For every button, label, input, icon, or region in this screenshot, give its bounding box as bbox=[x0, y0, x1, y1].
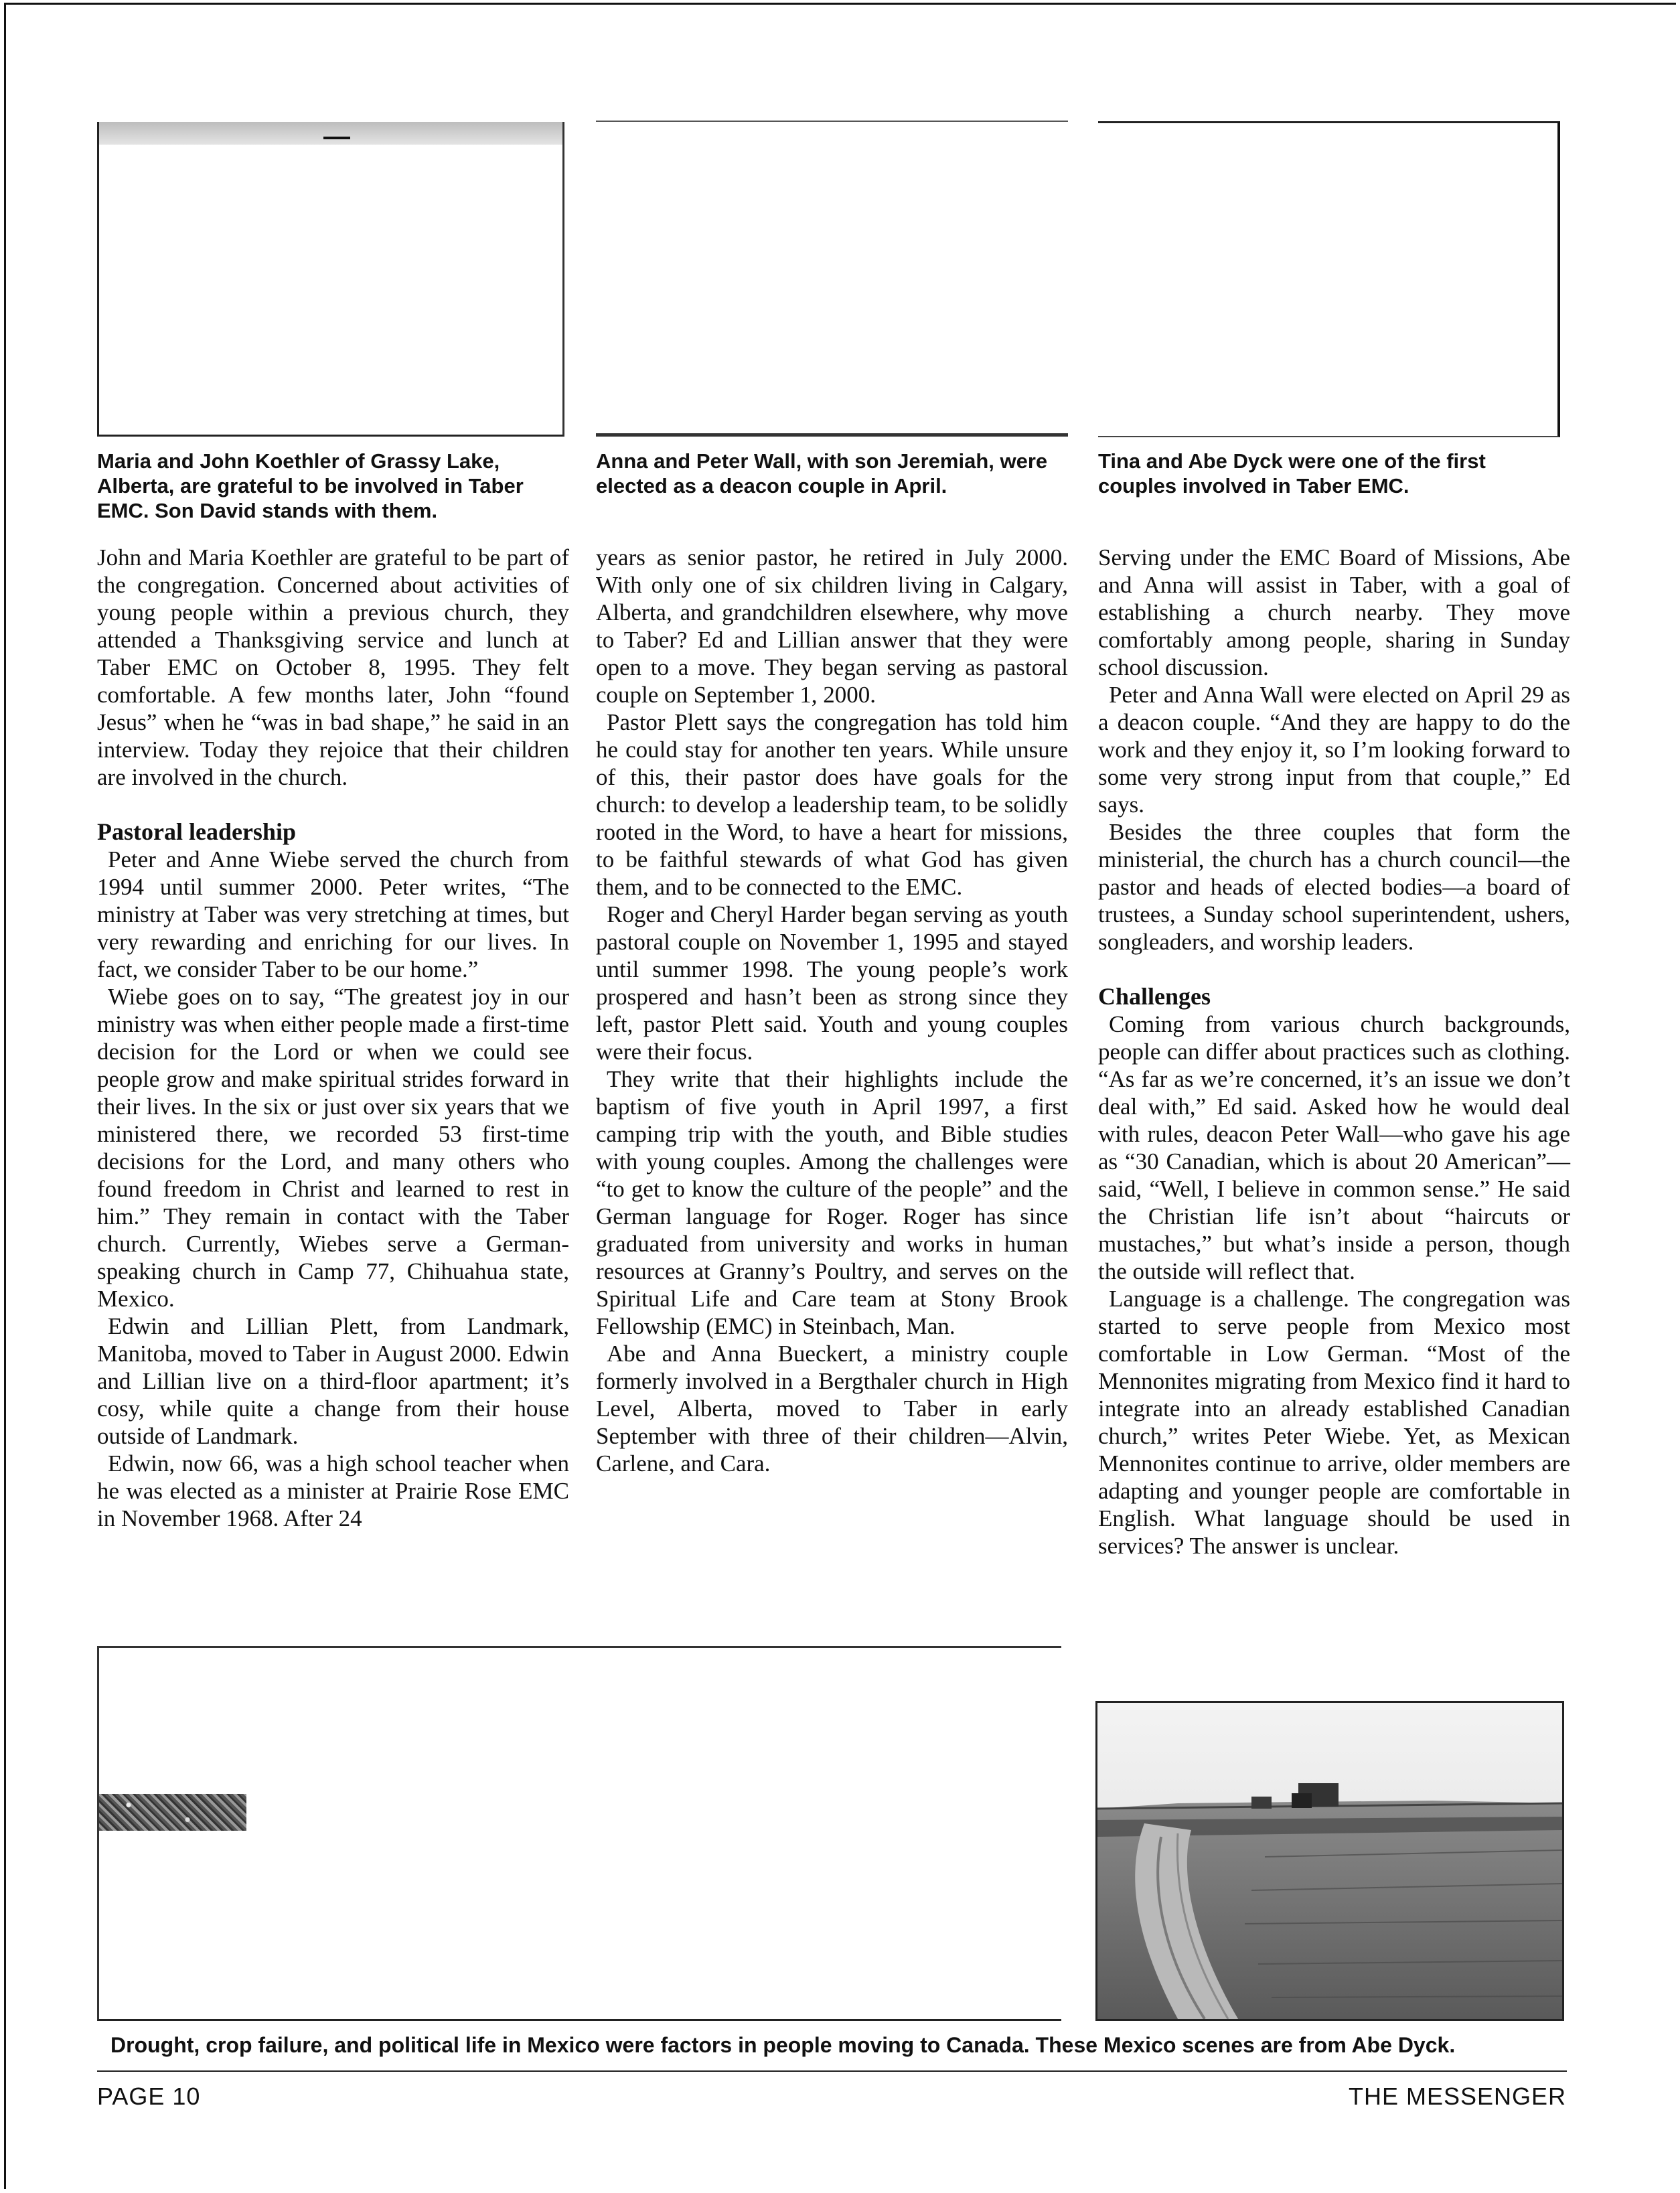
caption-koethler: Maria and John Koethler of Grassy Lake, Alberta, are grateful to be involved in Taber EMC. Son David stands with them. bbox=[97, 449, 524, 522]
article-paragraph: Besides the three couples that form the ministerial, the church has a church council—the pastor and heads of elected bodies—a board of trustees, a Sunday school superintendent, ushers, songleaders, and worship leaders. bbox=[1098, 819, 1570, 955]
photo-koethler-family bbox=[97, 122, 564, 437]
article-paragraph: They write that their highlights include the baptism of five youth in April 1997, a first camping trip with the youth, and Bible studies with young couples. Among the challenges were “to get to know the culture of the people” and the German language for Roger. Roger has since graduated from university and works in human resources at Granny’s Poultry, and serves on the Spiritual Life and Care team at Stony Brook Fellowship (EMC) in Steinbach, Man. bbox=[596, 1066, 1068, 1339]
article-paragraph: Peter and Anna Wall were elected on April 29 as a deacon couple. “And they are happy to do the work and they enjoy it, so I’m looking forward to some very strong input from that couple,” Ed says. bbox=[1098, 682, 1570, 818]
caption-mexico: Drought, crop failure, and political life in Mexico were factors in people moving to Canada. These Mexico scenes are from Abe Dyck. bbox=[110, 2033, 1456, 2057]
article-paragraph: Abe and Anna Bueckert, a ministry couple formerly involved in a Bergthaler church in High Level, Alberta, moved to Taber in early September with three of their children—Alvin, Carlene, and Cara. bbox=[596, 1341, 1068, 1477]
article-column-1 bbox=[97, 544, 569, 1532]
article-paragraph: Pastor Plett says the congregation has told him he could stay for another ten years. While unsure of this, their pastor does have goals for the church: to develop a leadership team, to be solidly rooted in the Word, to have a heart for missions, to be faithful stewards of what God has given them, and to be connected to the EMC. bbox=[596, 709, 1068, 900]
field-road-illustration bbox=[1097, 1703, 1562, 2019]
photo-dyck-couple bbox=[1098, 121, 1560, 437]
section-heading-challenges: Challenges bbox=[1098, 983, 1211, 1010]
caption-wall: Anna and Peter Wall, with son Jeremiah, were elected as a deacon couple in April. bbox=[596, 449, 1048, 498]
article-paragraph: Language is a challenge. The congregation was started to serve people from Mexico most comfortable in Low German. “Most of the Mennonites migrating from Mexico find it hard to integrate into an already established Canadian church,” writes Peter Wiebe. Yet, as Mexican Mennonites continue to arrive, older members are adapting and younger people are comfortable in English. What language should be used in services? The answer is unclear. bbox=[1098, 1286, 1570, 1559]
publication-name: THE MESSENGER bbox=[1348, 2083, 1566, 2110]
article-paragraph: Wiebe goes on to say, “The greatest joy in our ministry was when either people made a first-time decision for the Lord or when we could see people grow and make spiritual strides forward in their lives. In the six or just over six years that we ministered there, we recorded 53 first-time decisions for the Lord, and many others who found freedom in Christ and learned to rest in him.” They remain in contact with the Taber church. Currently, Wiebes serve a German-speaking church in Camp 77, Chihuahua state, Mexico. bbox=[97, 984, 569, 1312]
section-heading-pastoral-leadership: Pastoral leadership bbox=[97, 818, 296, 845]
article-paragraph: Serving under the EMC Board of Missions, Abe and Anna will assist in Taber, with a goal of establishing a church nearby. They move comfortably among people, sharing in Sunday school discussion. bbox=[1098, 544, 1570, 680]
photo-mexico-field-road bbox=[1095, 1701, 1564, 2021]
article-paragraph: years as senior pastor, he retired in July 2000. With only one of six children living in Calgary, Alberta, and grandchildren elsewhere, why move to Taber? Ed and Lillian answer that they were open to a move. They began serving as pastoral couple on September 1, 2000. bbox=[596, 544, 1068, 708]
footer-rule bbox=[97, 2070, 1567, 2072]
photo-mexico-scene-left bbox=[97, 1646, 1061, 2021]
article-column-3 bbox=[1098, 544, 1570, 1560]
article-paragraph: Coming from various church backgrounds, people can differ about practices such as clothing. “As far as we’re concerned, it’s an issue we don’t deal with,” Ed said. Asked how he would deal with rules, deacon Peter Wall—who gave his age as “30 Canadian, which is about 20 American”—said, “Well, I believe in common sense.” He said the Christian life isn’t about “haircuts or mustaches,” but what’s inside a person, though the outside will reflect that. bbox=[1098, 1011, 1570, 1284]
article-paragraph: Roger and Cheryl Harder began serving as youth pastoral couple on November 1, 1995 and stayed until summer 1998. The young people’s work prospered and hasn’t been as strong since they left, pastor Plett said. Youth and young couples were their focus. bbox=[596, 901, 1068, 1065]
article-paragraph: John and Maria Koethler are grateful to be part of the congregation. Concerned about activities of young people within a previous church, they attended a Thanksgiving service and lunch at Taber EMC on October 8, 1995. They felt comfortable. A few months later, John “found Jesus” when he “was in bad shape,” he said in an interview. Today they rejoice that their children are involved in the church. bbox=[97, 544, 569, 790]
page-number: PAGE 10 bbox=[97, 2083, 201, 2110]
caption-dyck: Tina and Abe Dyck were one of the first couples involved in Taber EMC. bbox=[1098, 449, 1486, 498]
article-paragraph: Edwin, now 66, was a high school teacher when he was elected as a minister at Prairie Rose EMC in November 1968. After 24 bbox=[97, 1450, 569, 1531]
article-paragraph: Edwin and Lillian Plett, from Landmark, Manitoba, moved to Taber in August 2000. Edwin and Lillian live on a third-floor apartment; it’s cosy, while quite a change from their house outside of Landmark. bbox=[97, 1313, 569, 1449]
article-paragraph: Peter and Anne Wiebe served the church from 1994 until summer 2000. Peter writes, “The ministry at Taber was very stretching at times, but very rewarding and enriching for our lives. In fact, we consider Taber to be our home.” bbox=[97, 846, 569, 982]
photo-wall-family bbox=[596, 121, 1068, 437]
field-texture-patch bbox=[99, 1794, 246, 1831]
article-column-2 bbox=[596, 544, 1068, 1477]
